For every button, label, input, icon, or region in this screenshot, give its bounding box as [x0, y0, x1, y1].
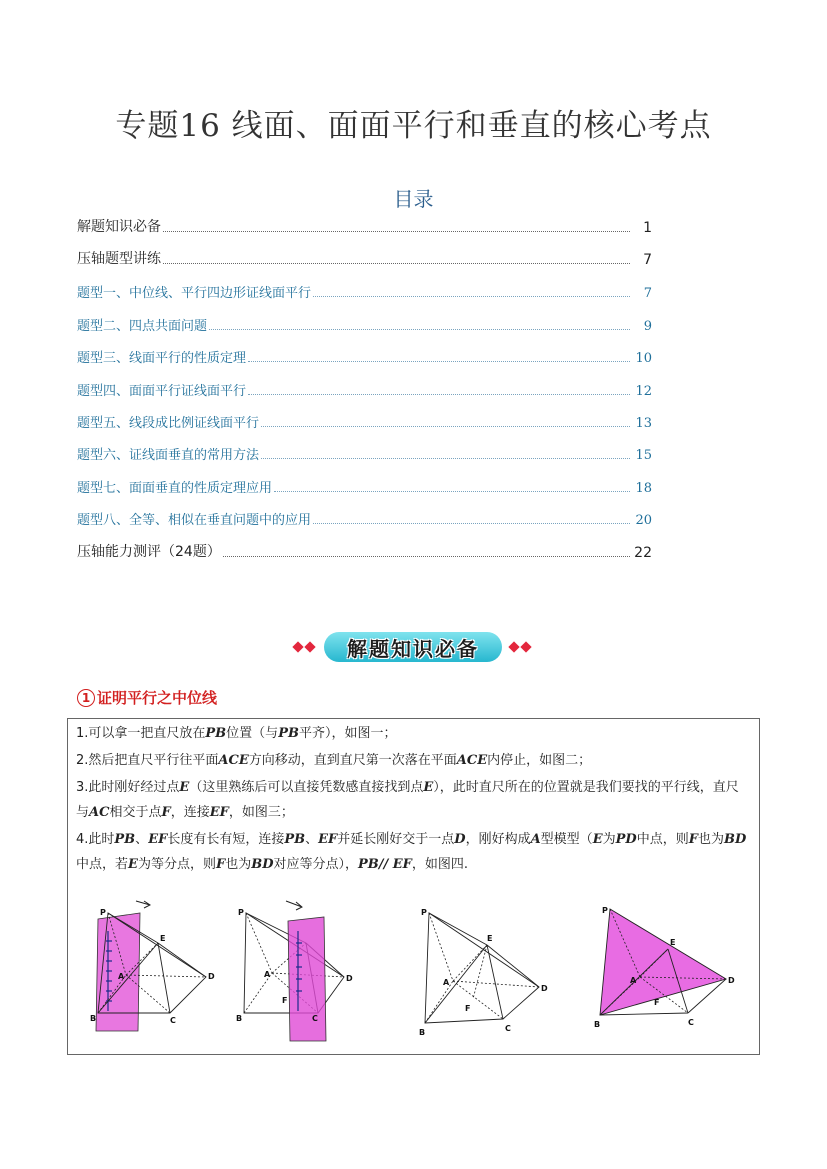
toc-item-page: 12	[635, 384, 652, 399]
svg-text:B: B	[90, 1014, 97, 1023]
toc-item-label: 题型八、全等、相似在垂直问题中的应用	[77, 513, 312, 528]
svg-text:A: A	[630, 976, 637, 985]
toc-item-page: 10	[635, 351, 652, 366]
toc-leader-dots	[313, 523, 630, 524]
toc-item-label: 题型三、线面平行的性质定理	[77, 351, 247, 366]
svg-text:A: A	[264, 970, 271, 979]
svg-text:C: C	[505, 1024, 511, 1033]
section-banner	[288, 630, 538, 666]
toc-item-page: 22	[634, 545, 652, 561]
content-box	[67, 718, 760, 1055]
toc-leader-dots	[261, 426, 630, 427]
toc-item-page: 18	[635, 481, 652, 496]
toc-item[interactable]	[77, 279, 652, 301]
svg-text:P: P	[421, 908, 427, 917]
svg-text:C: C	[312, 1014, 318, 1023]
toc-item-page: 15	[635, 448, 652, 463]
toc-leader-dots	[261, 458, 630, 459]
svg-text:B: B	[236, 1014, 243, 1023]
toc-item-label: 解题知识必备	[77, 219, 161, 235]
toc-item-label: 压轴能力测评（24题）	[77, 544, 221, 560]
toc-item-page: 1	[643, 220, 652, 236]
toc-leader-dots	[313, 296, 630, 297]
svg-text:F: F	[465, 1004, 471, 1013]
svg-text:F: F	[654, 998, 660, 1007]
diamond-icon	[520, 641, 531, 652]
svg-text:E: E	[487, 934, 493, 943]
toc-item[interactable]	[77, 539, 652, 561]
figure-1	[78, 891, 218, 1036]
svg-text:B: B	[419, 1028, 426, 1037]
toc-leader-dots	[223, 556, 630, 557]
svg-text:P: P	[238, 908, 244, 917]
svg-text:F: F	[282, 996, 288, 1005]
svg-text:D: D	[728, 976, 735, 985]
svg-text:A: A	[443, 978, 450, 987]
toc-item-page: 13	[635, 416, 652, 431]
diamond-icon	[304, 641, 315, 652]
section-title: 证明平行之中位线	[97, 689, 218, 707]
svg-text:C: C	[170, 1016, 176, 1025]
paragraph-1: 1.可以拿一把直尺放在PB位置（与PB平齐），如图一；	[76, 726, 397, 741]
toc-item-label: 题型七、面面垂直的性质定理应用	[77, 481, 273, 496]
toc-leader-dots	[163, 263, 630, 264]
diamond-icon	[508, 641, 519, 652]
toc-item-label: 题型五、线段成比例证线面平行	[77, 416, 260, 431]
toc-heading: 目录	[393, 187, 434, 211]
toc-item-label: 题型一、中位线、平行四边形证线面平行	[77, 286, 312, 301]
toc-leader-dots	[248, 394, 630, 395]
diamond-icon	[292, 641, 303, 652]
toc-item-page: 9	[643, 319, 652, 334]
toc-item[interactable]	[77, 474, 652, 496]
svg-text:D: D	[346, 974, 353, 983]
svg-text:C: C	[688, 1018, 694, 1027]
toc-item[interactable]	[77, 506, 652, 528]
svg-text:D: D	[541, 984, 548, 993]
toc-item-label: 题型四、面面平行证线面平行	[77, 384, 247, 399]
figure-2	[236, 891, 366, 1046]
paragraph-4: 4.此时PB、EF长度有长有短，连接PB、EF并延长刚好交于一点D，刚好构成A型模型（E为PD中点，则F也为BD中点，若E为等分点，则F也为BD对应等分点），PB// EF，如图四.	[76, 832, 747, 872]
toc-item-label: 题型二、四点共面问题	[77, 319, 208, 334]
toc-item[interactable]	[77, 377, 652, 399]
svg-text:P: P	[100, 908, 106, 917]
svg-text:D: D	[208, 972, 215, 981]
page-title: 专题16 线面、面面平行和垂直的核心考点	[115, 108, 712, 144]
toc-leader-dots	[209, 329, 630, 330]
toc-item-label: 压轴题型讲练	[77, 251, 161, 267]
svg-text:B: B	[594, 1020, 601, 1029]
figure-4	[588, 905, 738, 1035]
toc-leader-dots	[274, 491, 630, 492]
banner-text: 解题知识必备	[347, 637, 479, 661]
toc-item[interactable]	[77, 409, 652, 431]
toc-leader-dots	[163, 231, 630, 232]
circled-number: 1	[77, 689, 95, 707]
toc-item[interactable]	[77, 344, 652, 366]
toc-item-label: 题型六、证线面垂直的常用方法	[77, 448, 260, 463]
svg-text:A: A	[118, 972, 125, 981]
toc-item-page: 7	[643, 286, 652, 301]
svg-text:E: E	[160, 934, 166, 943]
paragraph-2: 2.然后把直尺平行往平面ACE方向移动，直到直尺第一次落在平面ACE内停止，如图二；	[76, 753, 592, 768]
paragraph-3: 3.此时刚好经过点E（这里熟练后可以直接凭数感直接找到点E），此时直尺所在的位置就是我们要找的平行线，直尺与AC相交于点F，连接EF，如图三；	[76, 780, 739, 820]
toc-item[interactable]	[77, 246, 652, 268]
toc-item[interactable]	[77, 214, 652, 236]
toc-item[interactable]	[77, 312, 652, 334]
svg-text:P: P	[602, 906, 608, 915]
toc-item-page: 7	[643, 252, 652, 268]
toc-item[interactable]	[77, 441, 652, 463]
ruler	[288, 917, 326, 1041]
toc-item-page: 20	[635, 513, 652, 528]
svg-text:E: E	[670, 938, 676, 947]
figure-3	[413, 905, 553, 1045]
toc-leader-dots	[248, 361, 630, 362]
section-heading	[77, 687, 217, 708]
